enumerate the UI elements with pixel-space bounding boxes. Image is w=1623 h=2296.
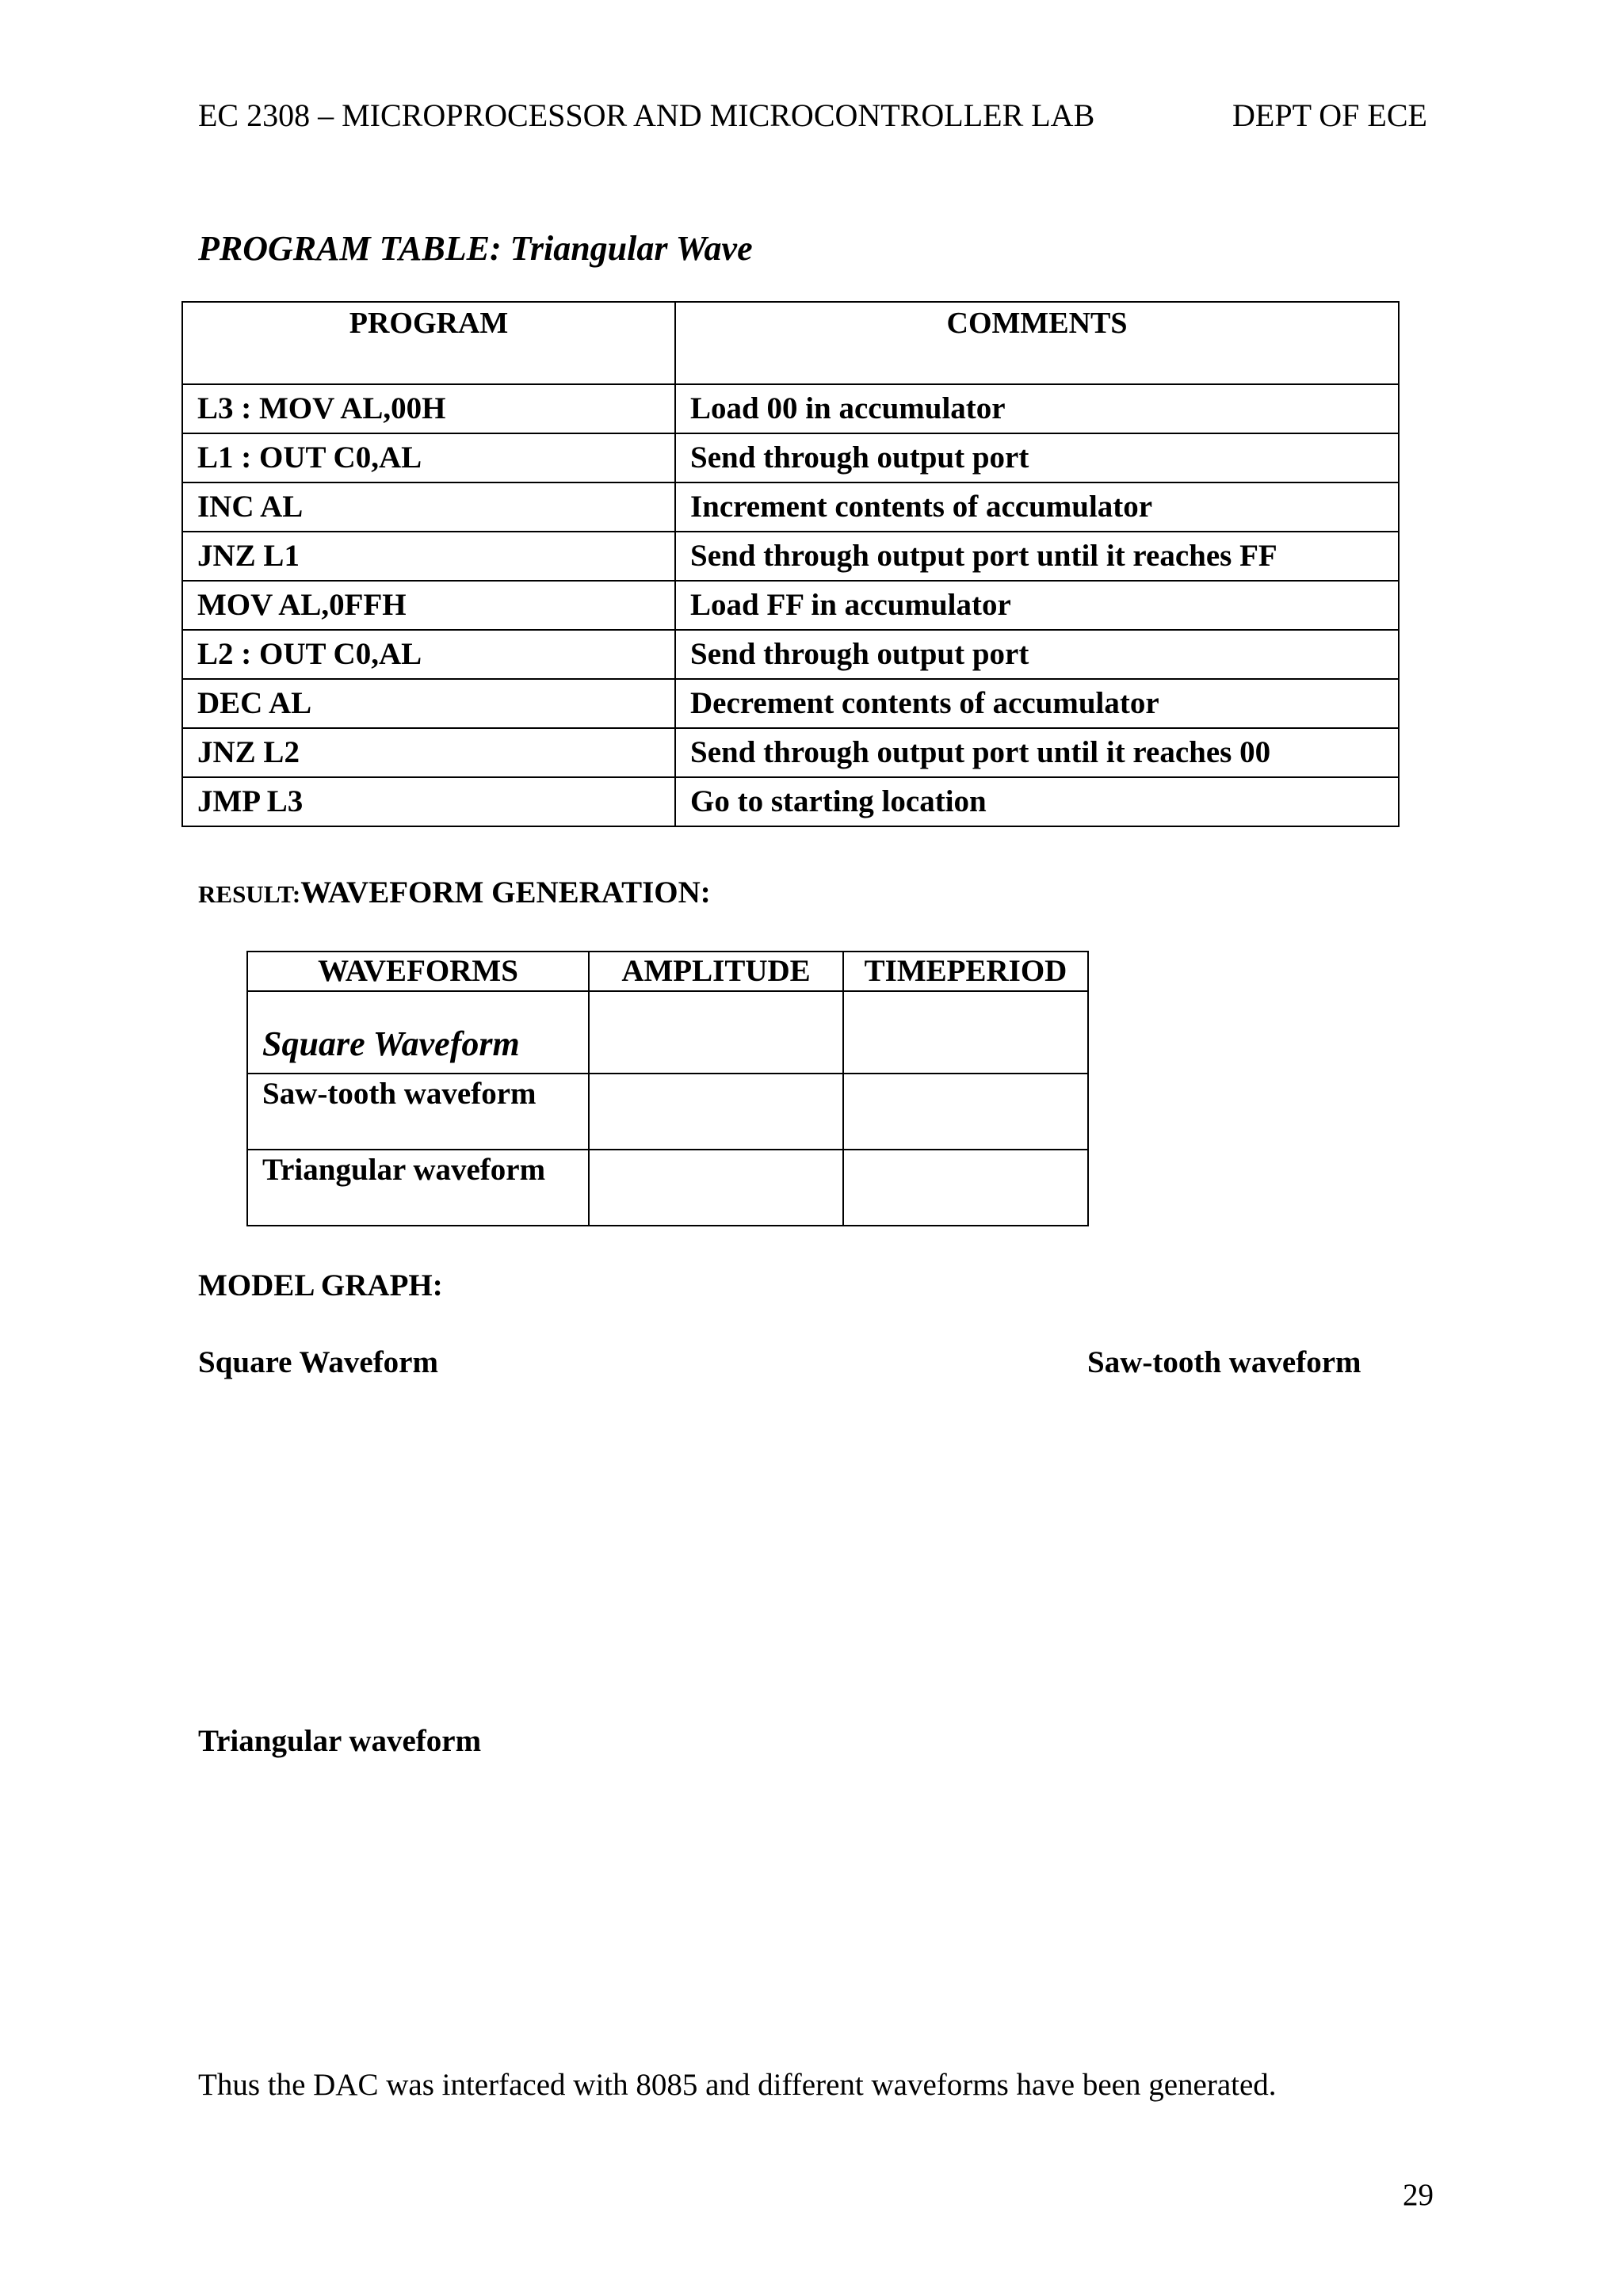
header-department: DEPT OF ECE	[1232, 97, 1427, 133]
table-row	[182, 630, 1399, 679]
amplitude-cell	[589, 1150, 843, 1226]
amplitude-header: AMPLITUDE	[589, 952, 843, 991]
program-table	[181, 301, 1400, 827]
program-cell: L2 : OUT C0,AL	[182, 630, 675, 679]
program-table-title: PROGRAM TABLE: Triangular Wave	[198, 229, 753, 268]
table-row	[182, 482, 1399, 532]
amplitude-cell	[589, 1074, 843, 1150]
timeperiod-cell	[843, 1074, 1088, 1150]
table-row	[182, 433, 1399, 482]
waveform-generation-label: WAVEFORM GENERATION:	[300, 875, 711, 910]
page-number: 29	[1403, 2178, 1434, 2212]
waveform-name-cell: Triangular waveform	[247, 1150, 589, 1226]
header-course-title: EC 2308 – MICROPROCESSOR AND MICROCONTROLLER LAB	[198, 97, 1095, 133]
timeperiod-cell	[843, 1150, 1088, 1226]
square-waveform-label: Square Waveform	[198, 1345, 438, 1379]
program-cell: L1 : OUT C0,AL	[182, 433, 675, 482]
amplitude-cell	[589, 991, 843, 1074]
table-row	[182, 679, 1399, 728]
waveform-name-cell: Saw-tooth waveform	[247, 1074, 589, 1150]
result-label: RESULT:	[198, 880, 301, 908]
waveform-results-table	[246, 951, 1089, 1226]
comment-cell: Decrement contents of accumulator	[675, 679, 1399, 728]
program-table-header-row	[182, 302, 1399, 384]
conclusion-text: Thus the DAC was interfaced with 8085 and different waveforms have been generated.	[198, 2068, 1277, 2102]
waveform-name-cell	[247, 991, 589, 1074]
comment-cell: Send through output port	[675, 433, 1399, 482]
result-heading	[198, 875, 711, 910]
comment-cell: Send through output port until it reaches 00	[675, 728, 1399, 777]
program-cell: JMP L3	[182, 777, 675, 826]
program-cell: JNZ L2	[182, 728, 675, 777]
table-row	[247, 1150, 1088, 1226]
program-cell: MOV AL,0FFH	[182, 581, 675, 630]
comment-cell: Load FF in accumulator	[675, 581, 1399, 630]
table-row	[182, 532, 1399, 581]
comment-cell: Increment contents of accumulator	[675, 482, 1399, 532]
timeperiod-cell	[843, 991, 1088, 1074]
program-cell: JNZ L1	[182, 532, 675, 581]
comments-header: COMMENTS	[675, 302, 1399, 384]
comment-cell: Load 00 in accumulator	[675, 384, 1399, 433]
comment-cell: Go to starting location	[675, 777, 1399, 826]
waveforms-header: WAVEFORMS	[247, 952, 589, 991]
table-row	[182, 777, 1399, 826]
program-cell: INC AL	[182, 482, 675, 532]
comment-cell: Send through output port until it reaches FF	[675, 532, 1399, 581]
waveform-name: Square Waveform	[262, 1024, 520, 1063]
program-header: PROGRAM	[182, 302, 675, 384]
table-row	[182, 581, 1399, 630]
table-row	[182, 728, 1399, 777]
timeperiod-header: TIMEPERIOD	[843, 952, 1088, 991]
table-row	[247, 991, 1088, 1074]
triangular-waveform-label: Triangular waveform	[198, 1724, 482, 1758]
program-cell: L3 : MOV AL,00H	[182, 384, 675, 433]
waveform-table-header-row	[247, 952, 1088, 991]
table-row	[247, 1074, 1088, 1150]
table-row	[182, 384, 1399, 433]
program-cell: DEC AL	[182, 679, 675, 728]
sawtooth-waveform-label: Saw-tooth waveform	[1087, 1345, 1361, 1379]
model-graph-heading: MODEL GRAPH:	[198, 1268, 443, 1302]
comment-cell: Send through output port	[675, 630, 1399, 679]
